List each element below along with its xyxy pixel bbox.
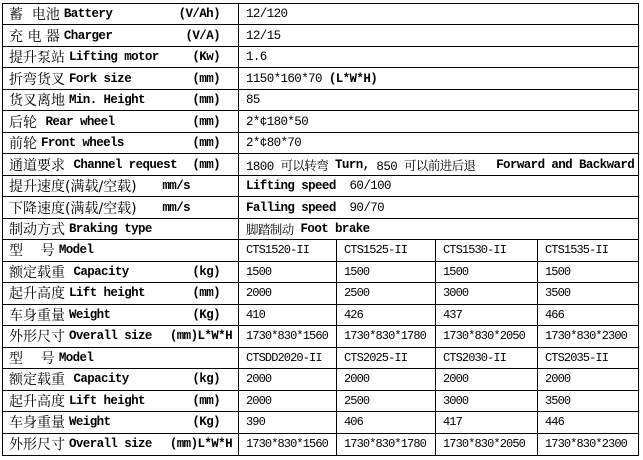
label-english: Channel request [73,157,177,172]
label-chinese: 起升高度 [9,286,65,303]
model-value-cell: 1730*830*1560 [238,326,337,346]
model-value-cell: CTS1535-II [537,240,638,260]
model-label-cell [3,262,239,282]
label-chinese: 后轮 [9,114,42,131]
model-label-cell [3,305,239,325]
spec-value-cell [239,219,638,239]
label-english: Overall size [69,437,152,452]
label-unit: (Kg) [192,307,220,322]
value-text: 1.6 [246,50,267,65]
label-chinese: 蓄 电池 [9,7,60,24]
model-value-cell: 2500 [336,391,436,411]
value-text: 60/100 [335,179,391,194]
model-value-cell: CTS1525-II [336,240,436,260]
model-value-cell: 1500 [238,262,337,282]
spec-value-cell [239,4,638,24]
label-unit: (mm) [192,136,220,151]
value-text: 脚踏制动 [246,223,301,238]
model-value-cell: 410 [238,305,337,325]
model-value-cell: 466 [537,305,638,325]
model-value-cell: CTS2025-II [336,348,436,368]
model-value-cell: 1730*830*1780 [336,326,436,346]
table-row-model-1 [3,240,638,261]
model-label-cell [3,434,239,455]
value-text-bold: Forward and Backward [496,157,635,172]
table-row-charger [3,25,638,46]
model-value-cell: 2000 [238,369,337,389]
spec-value-cell [239,25,638,45]
table-row-rear-wheel [3,111,638,132]
table-row-lifting-motor [3,47,638,68]
value-text-bold: Turn, [335,157,370,172]
label-english: Braking type [69,221,152,236]
model-value-cell: 3000 [435,283,538,303]
label-chinese: 起升高度 [9,393,65,410]
label-english: Charger [63,28,113,43]
model-value-cell: CTS1530-II [435,240,538,260]
label-chinese: 额定载重 [9,264,70,281]
label-unit: (Kg) [192,415,220,430]
value-text: 2*¢80*70 [246,136,302,151]
spec-value-cell [239,111,638,131]
label-chinese: 外形尺寸 [9,329,65,346]
model-label-cell [3,283,239,303]
label-english: Min. Height [69,93,145,108]
table-row-battery [3,4,638,25]
label-chinese: 充 电 器 [9,28,60,45]
value-text: 12/15 [246,28,281,43]
table-row-fork-size [3,68,638,89]
value-text: 12/120 [246,7,288,22]
table-row-front-wheels [3,133,638,154]
label-chinese: 下降速度(满载/空载) [9,200,137,217]
spec-label-cell [3,111,239,131]
model-value-cell: 1730*830*2050 [435,326,538,346]
model-value-cell: 1730*830*2300 [537,326,638,346]
model-value-cell: 1730*830*2050 [435,434,538,455]
model-label-cell [3,326,239,346]
label-english: Weight [69,415,111,430]
label-unit: mm/s [162,200,190,215]
label-unit: (mm)L*W*H [169,329,232,344]
spec-label-cell [3,219,239,239]
model-value-cell: 1500 [435,262,538,282]
table-row-lift-height-1 [3,283,638,304]
model-label-cell [3,391,239,411]
value-text-bold: Foot brake [300,221,370,236]
spec-label-cell [3,176,239,196]
model-label-cell [3,240,239,260]
model-value-cell: 3500 [537,283,638,303]
model-label-cell [3,369,239,389]
table-row-weight-1 [3,305,638,326]
model-label-cell [3,348,239,368]
label-english: Lifting motor [69,50,159,65]
table-row-falling-speed [3,197,638,218]
model-value-cell: 1730*830*1560 [238,434,337,455]
spec-value-cell [239,154,638,174]
model-value-cell: 1500 [336,262,436,282]
model-value-cell: 406 [336,412,436,432]
value-text: 2*¢180*50 [246,114,309,129]
model-value-cell: 1730*830*1780 [336,434,436,455]
spec-value-cell [239,133,638,153]
label-english: Overall size [69,329,152,344]
label-unit: (mm) [192,93,220,108]
value-text: 1150*160*70 [246,71,329,86]
table-row-overall-size-2 [3,434,638,455]
label-unit: (mm) [192,157,220,172]
table-row-min-height [3,90,638,111]
model-value-cell: 2000 [238,391,337,411]
model-value-cell: 2000 [537,369,638,389]
spec-value-cell [239,68,638,88]
table-row-channel-request [3,154,638,175]
label-english: Model [58,350,94,365]
value-text-bold: Falling speed [246,200,336,215]
label-unit: (V/Ah) [178,7,220,22]
label-unit: (mm) [192,114,220,129]
label-unit: (kg) [192,372,220,387]
model-value-cell: 3500 [537,391,638,411]
label-unit: (mm)L*W*H [169,437,232,452]
model-value-cell: 426 [336,305,436,325]
table-row-lifting-speed [3,176,638,197]
label-unit: (V/A) [185,28,220,43]
spec-label-cell [3,90,239,110]
model-value-cell: 1730*830*2300 [537,434,638,455]
spec-value-cell [239,47,638,67]
label-chinese: 车身重量 [9,415,65,432]
label-english: Front wheels [41,136,124,151]
table-row-braking-type [3,219,638,240]
model-value-cell: CTS2030-II [435,348,538,368]
label-chinese: 车身重量 [9,307,65,324]
label-unit: mm/s [162,179,190,194]
value-text: 850 可以前进后退 [369,159,497,174]
model-value-cell: 2000 [336,369,436,389]
spec-label-cell [3,154,239,174]
specification-table [2,3,639,456]
model-value-cell: 2000 [238,283,337,303]
model-value-cell: CTSDD2020-II [238,348,337,368]
model-value-cell: 446 [537,412,638,432]
model-label-cell [3,412,239,432]
spec-label-cell [3,68,239,88]
table-row-lift-height-2 [3,391,638,412]
table-row-model-2 [3,348,638,369]
spec-label-cell [3,25,239,45]
spec-value-cell [239,197,638,217]
label-english: Capacity [73,372,129,387]
label-chinese: 制动方式 [9,221,65,238]
label-english: Rear wheel [45,114,115,129]
value-text: 90/70 [335,200,385,215]
table-row-capacity-1 [3,262,638,283]
spec-label-cell [3,133,239,153]
model-value-cell: 1500 [537,262,638,282]
spec-label-cell [3,197,239,217]
model-value-cell: 437 [435,305,538,325]
model-value-cell: 390 [238,412,337,432]
label-unit: (mm) [192,393,220,408]
label-chinese: 通道要求 [9,157,70,174]
label-chinese: 额定载重 [9,372,70,389]
label-english: Weight [69,307,111,322]
table-row-overall-size-1 [3,326,638,347]
model-value-cell: 3000 [435,391,538,411]
spec-value-cell [239,176,638,196]
label-english: Lift height [69,393,145,408]
label-unit: (mm) [192,286,220,301]
model-value-cell: 2500 [336,283,436,303]
value-text: 85 [246,93,260,108]
label-chinese: 型 号 [9,350,55,367]
label-chinese: 提升速度(满载/空载) [9,179,137,196]
value-text-bold: Lifting speed [246,179,336,194]
value-text: 1800 可以转弯 [246,159,336,174]
label-english: Lift height [69,286,145,301]
label-unit: (Kw) [192,50,220,65]
label-english: Battery [63,7,113,22]
spec-value-cell [239,90,638,110]
model-value-cell: CTS1520-II [238,240,337,260]
label-chinese: 外形尺寸 [9,437,65,454]
label-english: Fork size [69,71,132,86]
label-chinese: 货叉离地 [9,93,65,110]
spec-label-cell [3,4,239,24]
table-row-capacity-2 [3,369,638,390]
model-value-cell: 2000 [435,369,538,389]
table-row-weight-2 [3,412,638,433]
label-chinese: 前轮 [9,136,37,153]
label-unit: (kg) [192,264,220,279]
model-value-cell: CTS2035-II [537,348,638,368]
label-english: Capacity [73,264,129,279]
label-english: Model [58,243,94,258]
value-text-bold: (L*W*H) [328,71,378,86]
label-unit: (mm) [192,71,220,86]
label-chinese: 提升泵站 [9,50,65,67]
spec-label-cell [3,47,239,67]
label-chinese: 折弯货叉 [9,71,65,88]
model-value-cell: 417 [435,412,538,432]
label-chinese: 型 号 [9,243,55,260]
